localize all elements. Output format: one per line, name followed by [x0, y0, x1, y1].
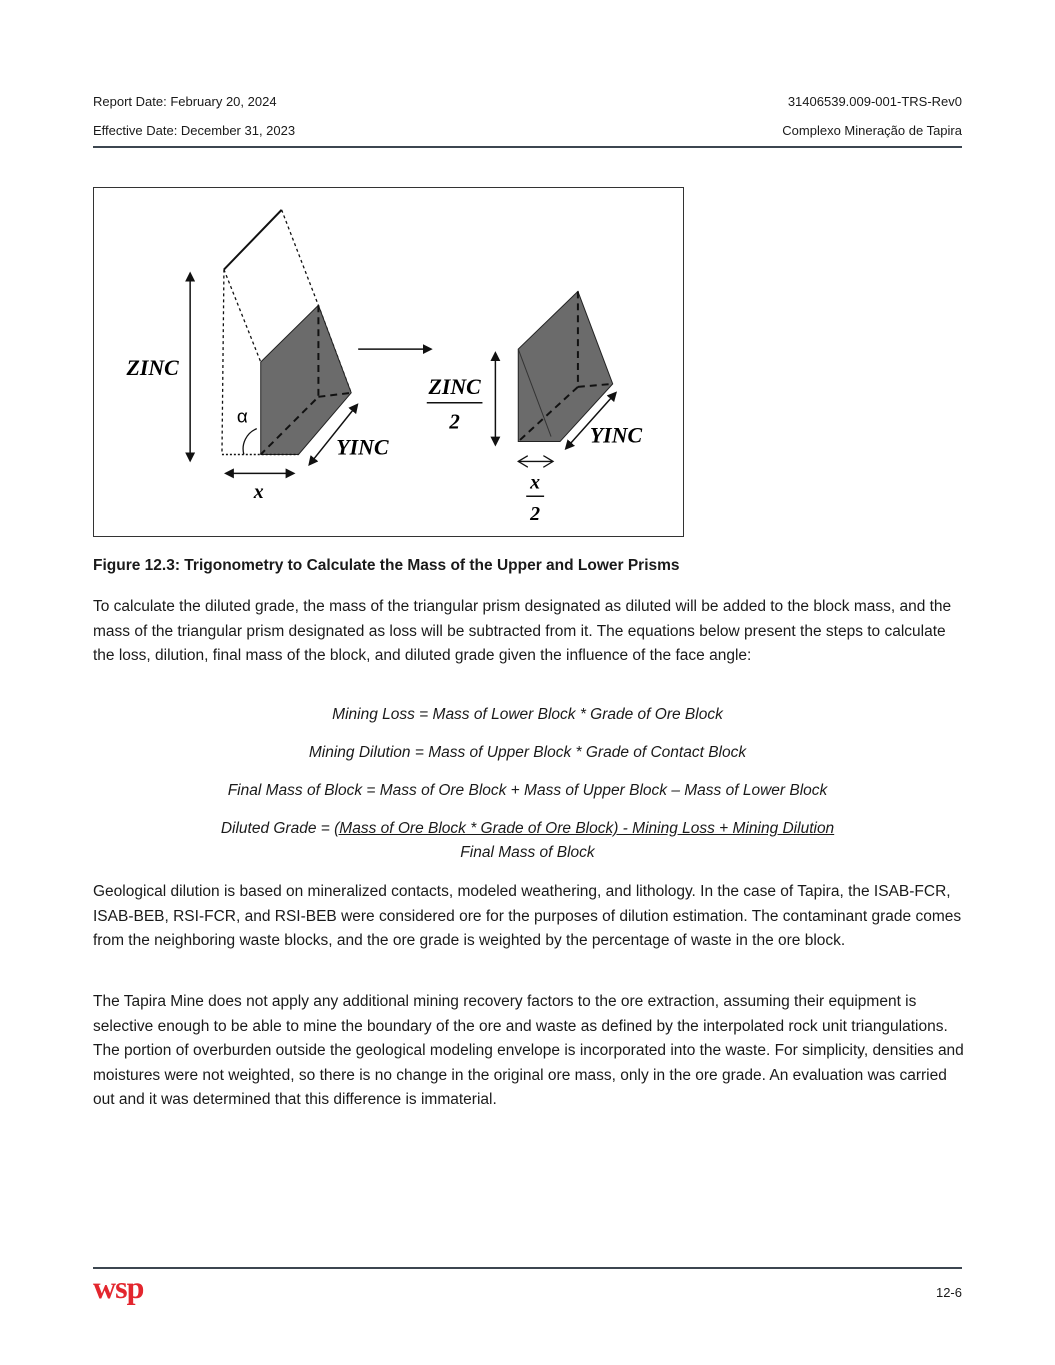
- document-id: 31406539.009-001-TRS-Rev0: [787, 94, 962, 109]
- equation-final-mass: Final Mass of Block = Mass of Ore Block + Mass of Upper Block – Mass of Lower Block: [227, 782, 828, 799]
- label-x-half-numerator: x: [530, 471, 541, 494]
- report-date: Report Date: February 20, 2024: [93, 94, 277, 109]
- paragraph-dilution-intro: To calculate the diluted grade, the mass of the triangular prism designated as diluted will be added to the block mass, and the mass of the triangular prism designated as loss will be subtracted from it. The equations below present the steps to calculate the loss, dilution, final mass of the block, and diluted grade given the influence of the face angle:: [93, 598, 952, 664]
- label-zinc-half-numerator: ZINC: [428, 374, 481, 399]
- project-name: Complexo Mineração de Tapira: [782, 123, 962, 138]
- paragraph-geological-dilution: Geological dilution is based on mineralized contacts, modeled weathering, and lithology. In the case of Tapira, the ISAB-FCR, ISAB-BEB, RSI-FCR, and RSI-BEB were considered ore for the purposes of dilution estimation. The contaminant grade comes from the neighboring waste blocks, and the ore grade is weighted by the percentage of waste in the ore block.: [93, 883, 962, 949]
- footer-divider: [93, 1267, 962, 1269]
- label-zinc-half-denominator: 2: [449, 409, 460, 434]
- label-alpha: α: [236, 406, 248, 428]
- wsp-logo: [93, 1272, 163, 1317]
- figure-caption: Figure 12.3: Trigonometry to Calculate the Mass of the Upper and Lower Prisms: [93, 557, 680, 574]
- header-divider: [93, 146, 962, 148]
- equation-diluted-grade: [93, 820, 962, 838]
- label-x: x: [253, 481, 264, 504]
- equation-diluted-grade-lhs: Diluted Grade =: [220, 820, 335, 837]
- effective-date: Effective Date: December 31, 2023: [93, 123, 296, 138]
- equation-mining-dilution: Mining Dilution = Mass of Upper Block * Grade of Contact Block: [308, 744, 747, 761]
- label-yinc-2: YINC: [589, 423, 643, 448]
- paragraph-mining-recovery: The Tapira Mine does not apply any additional mining recovery factors to the ore extraction, assuming their equipment is selective enough to be able to mine the boundary of the ore and waste as defined by the interpolated rock unit triangulations. The portion of overburden outside the geological modeling envelope is incorporated into the waste. For simplicity, densities and moistures were not weighted, so there is no change in the original ore mass, only in the ore grade. An evaluation was carried out and it was determined that this difference is immaterial.: [93, 993, 964, 1108]
- equation-diluted-grade-denominator: Final Mass of Block: [460, 844, 595, 861]
- equation-diluted-grade-numerator: (Mass of Ore Block * Grade of Ore Block) - Mining Loss + Mining Dilution: [334, 820, 835, 837]
- figure-prism-diagram: [93, 187, 684, 537]
- svg-text:wsp: wsp: [93, 1272, 144, 1305]
- label-zinc: ZINC: [126, 355, 179, 380]
- right-prism-solid: [518, 291, 612, 441]
- label-x-half-denominator: 2: [530, 503, 541, 526]
- page-number: 12-6: [935, 1285, 962, 1300]
- label-yinc: YINC: [336, 435, 389, 460]
- left-prism-solid: [222, 305, 351, 454]
- equation-mining-loss: Mining Loss = Mass of Lower Block * Grade of Ore Block: [332, 706, 723, 723]
